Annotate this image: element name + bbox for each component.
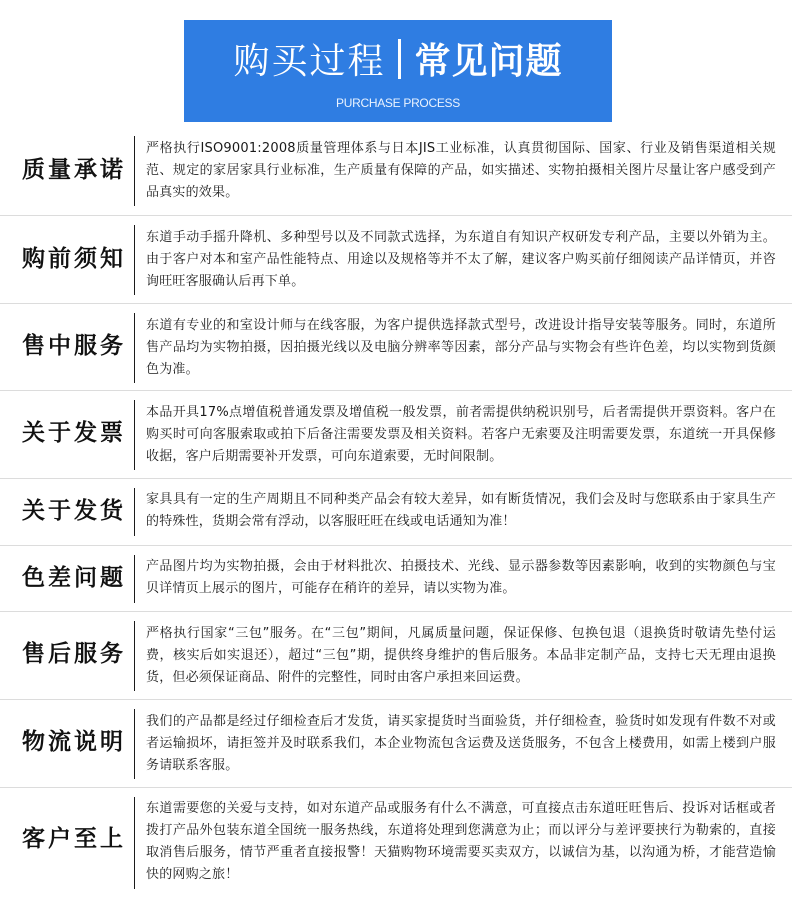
section-divider xyxy=(134,555,135,603)
section-text: 东道手动手摇升降机、多种型号以及不同款式选择，为东道自有知识产权研发专利产品，主要以外销为主。由于客户对本和室产品性能特点、用途以及规格等并不太了解，建议客户购买前仔细阅读产品详情页，并咨询旺旺客服确认后再下单。 xyxy=(146,230,776,289)
section-title: 关于发票 xyxy=(22,420,126,446)
section-divider xyxy=(134,709,135,779)
header-title xyxy=(184,38,612,86)
header-banner xyxy=(184,20,612,122)
section-text: 东道需要您的关爱与支持，如对东道产品或服务有什么不满意，可直接点击东道旺旺售后、投诉对话框或者拨打产品外包装东道全国统一服务热线，东道将处理到您满意为止；而以评分与差评要挟行为勒索的，直接取消售后服务，情节严重者直接报警！天猫购物环境需要买卖双方，以诚信为基，以沟通为桥，才能营造愉快的网购之旅！ xyxy=(146,801,776,882)
section-divider xyxy=(134,225,135,295)
section-title: 质量承诺 xyxy=(22,157,126,183)
section-text: 本品开具17%点增值税普通发票及增值税一般发票，前者需提供纳税识别号，后者需提供开票资料。客户在购买时可向客服索取或拍下后备注需要发票及相关资料。若客户无索要及注明需要发票，东道统一开具保修收据，客户后期需要补开发票，可向东道索要，无时间限制。 xyxy=(146,405,776,464)
faq-section-customer-first xyxy=(0,794,792,894)
row-separator xyxy=(0,215,792,216)
section-divider xyxy=(134,313,135,383)
header-title-separator xyxy=(398,39,401,79)
section-title: 关于发货 xyxy=(22,498,126,524)
header-subtitle: PURCHASE PROCESS xyxy=(336,96,460,110)
row-separator xyxy=(0,787,792,788)
faq-section-shipping xyxy=(0,485,792,543)
section-title: 购前须知 xyxy=(22,246,126,272)
section-divider xyxy=(134,400,135,470)
faq-section-quality xyxy=(0,133,792,213)
section-divider xyxy=(134,488,135,536)
section-text: 家具具有一定的生产周期且不同种类产品会有较大差异，如有断货情况，我们会及时与您联系由于家具生产的特殊性，货期会常有浮动，以客服旺旺在线或电话通知为准！ xyxy=(146,492,776,529)
section-divider xyxy=(134,136,135,206)
faq-section-after-sale xyxy=(0,618,792,698)
faq-section-color xyxy=(0,552,792,610)
row-separator xyxy=(0,303,792,304)
section-title: 物流说明 xyxy=(22,729,126,755)
section-title: 色差问题 xyxy=(22,565,126,591)
section-title: 售中服务 xyxy=(22,333,126,359)
row-separator xyxy=(0,478,792,479)
section-title: 客户至上 xyxy=(22,826,126,852)
section-divider xyxy=(134,797,135,889)
faq-section-pre-purchase xyxy=(0,222,792,302)
faq-section-in-sale xyxy=(0,310,792,390)
section-divider xyxy=(134,621,135,691)
row-separator xyxy=(0,545,792,546)
section-title: 售后服务 xyxy=(22,641,126,667)
section-text: 严格执行ISO9001:2008质量管理体系与日本JIS工业标准，认真贯彻国际、国家、行业及销售渠道相关规范、规定的家居家具行业标准，生产质量有保障的产品，如实描述、实物拍摄相关图片尽量让客户感受到产品真实的效果。 xyxy=(146,141,776,200)
section-text: 产品图片均为实物拍摄，会由于材料批次、拍摄技术、光线、显示器参数等因素影响，收到的实物颜色与宝贝详情页上展示的图片，可能存在稍许的差异，请以实物为准。 xyxy=(146,559,776,596)
row-separator xyxy=(0,699,792,700)
header-title-left: 购买过程 xyxy=(233,41,386,82)
row-separator xyxy=(0,611,792,612)
faq-section-logistics xyxy=(0,706,792,786)
section-text: 严格执行国家“三包”服务。在“三包”期间，凡属质量问题，保证保修、包换包退（退换货时敬请先垫付运费，核实后如实退还），超过“三包”期，提供终身维护的售后服务。本品非定制产品，支持七天无理由退换货，但必须保证商品、附件的完整性，同时由客户承担来回运费。 xyxy=(146,626,776,685)
faq-section-invoice xyxy=(0,397,792,477)
row-separator xyxy=(0,390,792,391)
header-title-right: 常见问题 xyxy=(414,41,563,82)
section-text: 东道有专业的和室设计师与在线客服，为客户提供选择款式型号，改进设计指导安装等服务。同时，东道所售产品均为实物拍摄，因拍摄光线以及电脑分辨率等因素，部分产品与实物会有些许色差，均以实物到货颜色为准。 xyxy=(146,318,776,377)
section-text: 我们的产品都是经过仔细检查后才发货，请买家提货时当面验货，并仔细检查，验货时如发现有件数不对或者运输损坏，请拒签并及时联系我们，本企业物流包含运费及送货服务，不包含上楼费用，如需上楼到户服务请联系客服。 xyxy=(146,714,776,773)
